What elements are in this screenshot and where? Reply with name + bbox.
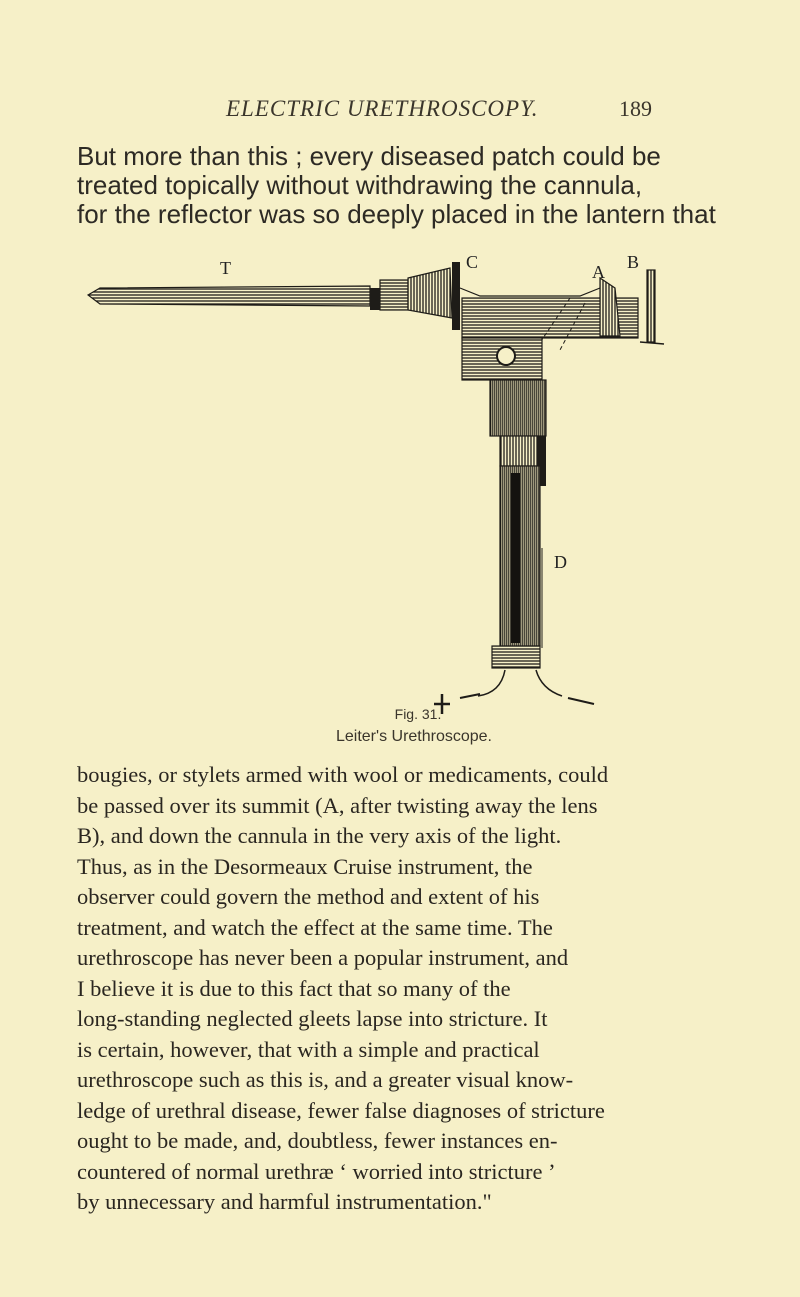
label-d: D <box>554 552 567 572</box>
text-line: countered of normal urethræ ‘ worried into stricture ’ <box>77 1158 556 1184</box>
text-line: I believe it is due to this fact that so many of the <box>77 975 511 1001</box>
urethroscope-figure <box>80 252 680 718</box>
text-line: observer could govern the method and extent of his <box>77 884 540 909</box>
label-b: B <box>627 252 640 272</box>
page-number: 189 <box>619 96 652 121</box>
text-line: be passed over its summit (A, after twisting away the lens <box>77 792 598 818</box>
text-line: treatment, and watch the effect at the same time. The <box>77 914 553 940</box>
text-line: B), and down the cannula in the very axis of the light. <box>77 823 562 848</box>
text-line: ought to be made, and, doubtless, fewer instances en- <box>77 1128 558 1153</box>
text-line: for the reflector was so deeply placed in the lantern that <box>77 199 716 229</box>
figure-caption: Leiter's Urethroscope. <box>335 728 492 745</box>
text-line: urethroscope such as this is, and a greater visual know- <box>77 1067 574 1092</box>
figure-number: Fig. 31. <box>394 706 442 722</box>
text-line: Thus, as in the Desormeaux Cruise instrument, the <box>77 853 533 879</box>
label-c: C <box>466 252 479 272</box>
text-line: is certain, however, that with a simple and practical <box>77 1036 540 1062</box>
running-head <box>0 96 800 136</box>
text-line: urethroscope has never been a popular instrument, and <box>77 945 569 970</box>
text-line: by unnecessary and harmful instrumentation." <box>77 1189 492 1214</box>
intro-paragraph <box>77 141 716 229</box>
text-line: long-standing neglected gleets lapse into stricture. It <box>77 1006 548 1031</box>
text-line: But more than this ; every diseased patch could be <box>77 141 661 171</box>
text-line: treated topically without withdrawing the cannula, <box>77 170 643 200</box>
label-a: A <box>592 262 605 282</box>
text-line: bougies, or stylets armed with wool or medicaments, could <box>77 762 609 787</box>
body-paragraph <box>77 760 727 1218</box>
label-t: T <box>220 258 231 278</box>
running-title: ELECTRIC URETHROSCOPY. <box>226 96 539 121</box>
urethroscope-illustration <box>80 258 680 718</box>
text-line: ledge of urethral disease, fewer false diagnoses of stricture <box>77 1097 605 1123</box>
